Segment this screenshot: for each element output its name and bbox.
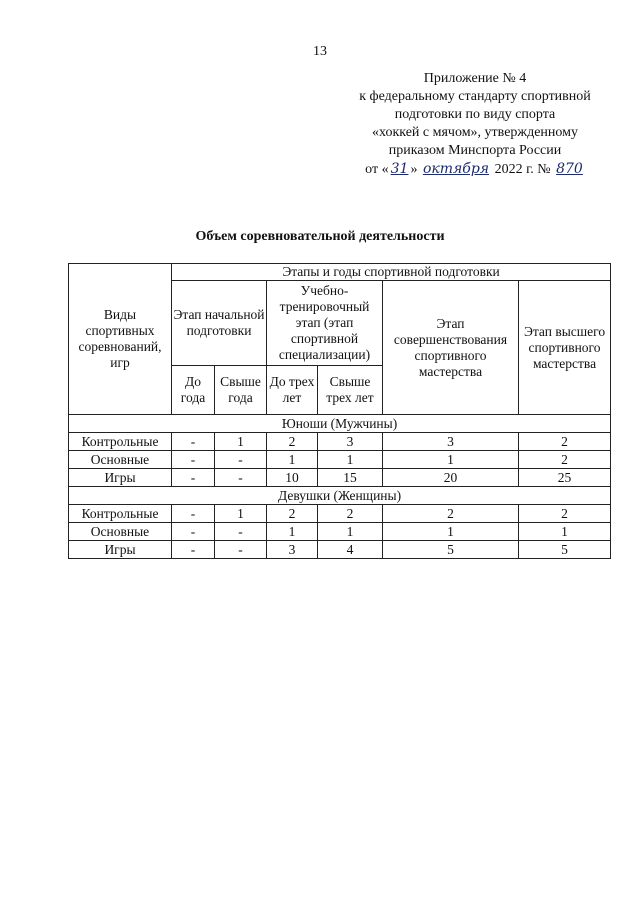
cell-value: 2: [519, 505, 611, 523]
handwritten-month: октября: [422, 161, 490, 177]
handwritten-day: 31: [390, 161, 409, 177]
appendix-line-3: подготовки по виду спорта: [394, 107, 556, 122]
cell-value: 2: [267, 505, 318, 523]
cell-value: 1: [318, 451, 383, 469]
cell-value: 1: [267, 451, 318, 469]
appendix-line-5: приказом Минспорта России: [388, 143, 562, 158]
appendix-line-4: «хоккей с мячом», утвержденному: [371, 125, 579, 140]
cell-value: 2: [519, 433, 611, 451]
cell-value: 2: [267, 433, 318, 451]
cell-value: 1: [519, 523, 611, 541]
cell-value: -: [172, 433, 215, 451]
header-stages: Этапы и годы спортивной подготовки: [172, 264, 611, 281]
row-label: Основные: [69, 523, 172, 541]
appendix-line-2: к федеральному стандарту спортивной: [359, 89, 591, 104]
cell-value: 1: [318, 523, 383, 541]
cell-value: 10: [267, 469, 318, 487]
appendix-block: [330, 70, 620, 179]
table-row: [69, 523, 611, 541]
document-title: Объем соревновательной деятельности: [195, 229, 445, 244]
section-title: Девушки (Женщины): [69, 487, 611, 505]
cell-value: 1: [267, 523, 318, 541]
page-number: 13: [313, 44, 327, 59]
cell-value: 2: [383, 505, 519, 523]
cell-value: 1: [383, 523, 519, 541]
cell-value: -: [172, 469, 215, 487]
cell-value: 5: [383, 541, 519, 559]
cell-value: -: [172, 523, 215, 541]
header-stage-improvement: Этап совершенствования спортивного мастерства: [383, 281, 519, 415]
row-label: Игры: [69, 541, 172, 559]
cell-value: -: [215, 451, 267, 469]
table-row: [69, 505, 611, 523]
cell-value: 15: [318, 469, 383, 487]
cell-value: -: [215, 469, 267, 487]
order-date-line: [330, 160, 620, 179]
cell-value: 2: [519, 451, 611, 469]
cell-value: -: [215, 541, 267, 559]
header-over-three-years: Свыше трех лет: [318, 366, 383, 415]
table-row: [69, 541, 611, 559]
header-stage-training: Учебно-тренировочный этап (этап спортивной специализации): [267, 281, 383, 366]
table-row: [69, 451, 611, 469]
table-row: [69, 433, 611, 451]
competition-volume-table: [68, 263, 611, 559]
cell-value: -: [172, 541, 215, 559]
section-row-boys: [69, 415, 611, 433]
cell-value: 4: [318, 541, 383, 559]
table-row: [69, 469, 611, 487]
cell-value: 1: [215, 433, 267, 451]
header-up-to-three-years: До трех лет: [267, 366, 318, 415]
cell-value: 5: [519, 541, 611, 559]
handwritten-order-number: 870: [556, 161, 583, 177]
order-year: 2022 г. №: [494, 162, 551, 177]
cell-value: 3: [383, 433, 519, 451]
cell-value: -: [215, 523, 267, 541]
cell-value: 3: [267, 541, 318, 559]
cell-value: 3: [318, 433, 383, 451]
cell-value: 1: [215, 505, 267, 523]
cell-value: 20: [383, 469, 519, 487]
cell-value: 2: [318, 505, 383, 523]
date-prefix: от «: [365, 162, 389, 177]
cell-value: 1: [383, 451, 519, 469]
cell-value: -: [172, 451, 215, 469]
cell-value: -: [172, 505, 215, 523]
row-label: Контрольные: [69, 433, 172, 451]
row-label: Контрольные: [69, 505, 172, 523]
section-row-girls: [69, 487, 611, 505]
header-stage-initial: Этап начальной подготовки: [172, 281, 267, 366]
cell-value: 25: [519, 469, 611, 487]
appendix-line-1: Приложение № 4: [423, 71, 527, 86]
header-up-to-year: До года: [172, 366, 215, 415]
header-over-year: Свыше года: [215, 366, 267, 415]
row-label: Основные: [69, 451, 172, 469]
date-mid: »: [410, 162, 418, 177]
header-competition-type: Виды спортивных соревнований, игр: [69, 264, 172, 415]
header-row-1: [69, 264, 611, 281]
section-title: Юноши (Мужчины): [69, 415, 611, 433]
header-stage-highest: Этап высшего спортивного мастерства: [519, 281, 611, 415]
row-label: Игры: [69, 469, 172, 487]
